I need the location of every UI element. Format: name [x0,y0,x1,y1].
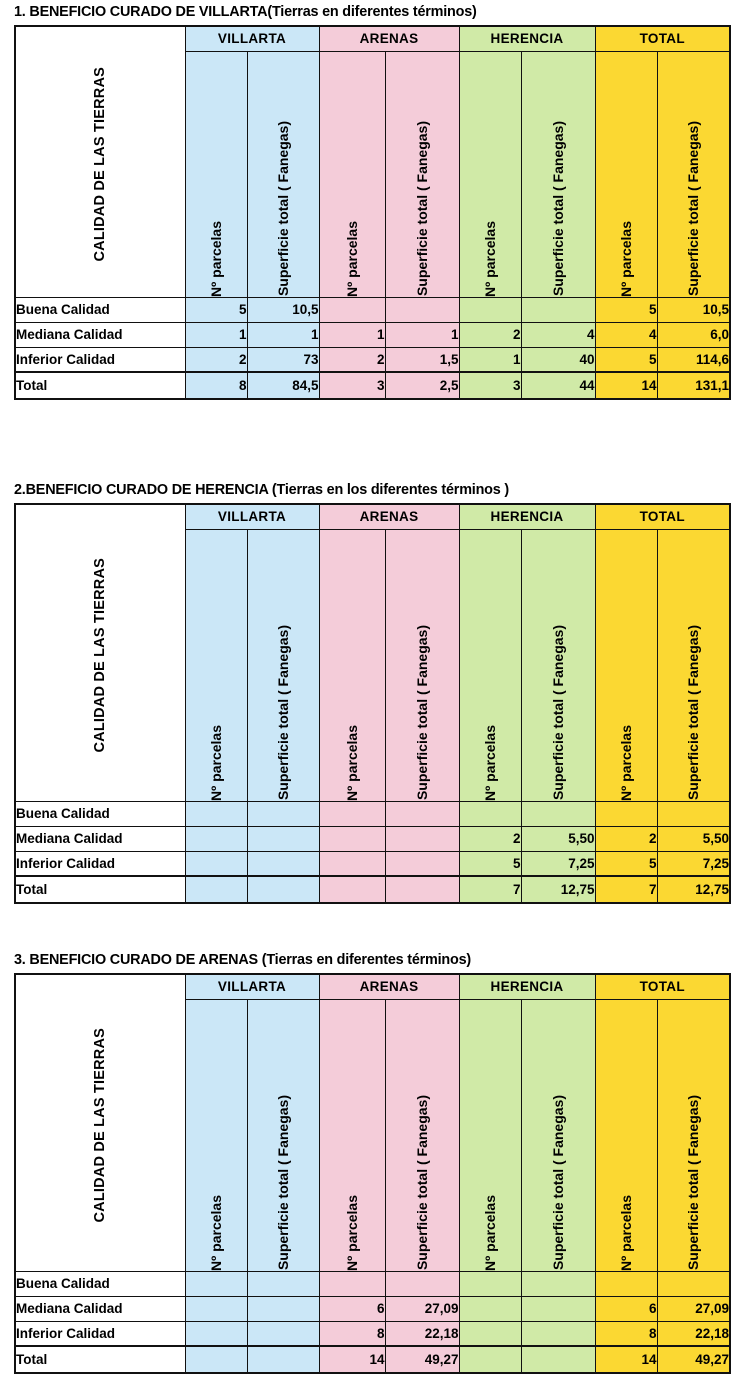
cell-villarta-area: 84,5 [247,372,319,399]
subheader-text: Nº parcelas [482,724,498,801]
table-3-subheader-arenas-parcels [319,999,385,1271]
subheader-text: Superficie total ( Fanegas) [550,625,566,801]
cell-arenas-parcels: 8 [319,1321,385,1346]
row-label: Total [15,876,185,903]
cell-total-area: 7,25 [657,851,730,876]
table-2-title: 2.BENEFICIO CURADO DE HERENCIA (Tierras en los diferentes términos ) [14,482,509,498]
row-label: Total [15,372,185,399]
cell-total-area: 131,1 [657,372,730,399]
row-label: Mediana Calidad [15,826,185,851]
cell-villarta-parcels [185,801,247,826]
cell-villarta-parcels [185,826,247,851]
cell-total-parcels: 5 [595,851,657,876]
table-row [15,801,730,826]
cell-arenas-parcels [319,851,385,876]
row-label: Buena Calidad [15,801,185,826]
cell-villarta-area: 1 [247,322,319,347]
row-label: Mediana Calidad [15,1296,185,1321]
cell-villarta-area [247,826,319,851]
table-2-group-total: TOTAL [595,504,730,529]
table-1-subheader-total-area [657,51,730,297]
table-1-group-arenas: ARENAS [319,26,459,51]
cell-total-parcels: 14 [595,1346,657,1373]
table-block-2 [0,482,748,904]
subheader-text: Nº parcelas [482,1194,498,1271]
table-1-title: 1. BENEFICIO CURADO DE VILLARTA(Tierras en diferentes términos) [14,4,477,20]
table-3-group-total: TOTAL [595,974,730,999]
cell-herencia-parcels [459,1271,521,1296]
table-row [15,347,730,372]
table-2-group-header-row [15,504,730,529]
cell-herencia-parcels: 2 [459,826,521,851]
table-3-group-header-row [15,974,730,999]
subheader-text: Superficie total ( Fanegas) [414,625,430,801]
calidad-de-las-tierras-label: CALIDAD DE LAS TIERRAS [92,557,108,753]
table-2-subheader-villarta-area [247,529,319,801]
subheader-text: Superficie total ( Fanegas) [685,625,702,801]
cell-total-area: 49,27 [657,1346,730,1373]
table-2-group-villarta: VILLARTA [185,504,319,529]
calidad-de-las-tierras-label: CALIDAD DE LAS TIERRAS [92,66,108,262]
table-1 [14,25,731,400]
cell-total-area: 27,09 [657,1296,730,1321]
cell-total-area: 12,75 [657,876,730,903]
cell-villarta-parcels: 2 [185,347,247,372]
subheader-text: Superficie total ( Fanegas) [550,121,566,297]
subheader-text: Nº parcelas [208,1194,224,1271]
cell-total-parcels: 7 [595,876,657,903]
table-2 [14,503,731,904]
table-3-group-villarta: VILLARTA [185,974,319,999]
cell-arenas-parcels [319,1271,385,1296]
cell-arenas-area [385,851,459,876]
subheader-text: Nº parcelas [344,220,360,297]
cell-arenas-parcels [319,801,385,826]
table-2-subheader-herencia-area [521,529,595,801]
cell-total-parcels: 14 [595,372,657,399]
table-2-subheader-total-area [657,529,730,801]
table-3-subheader-villarta-parcels [185,999,247,1271]
table-3-subheader-total-area [657,999,730,1271]
cell-arenas-parcels: 6 [319,1296,385,1321]
cell-arenas-area: 49,27 [385,1346,459,1373]
table-3-subheader-arenas-area [385,999,459,1271]
cell-herencia-area: 5,50 [521,826,595,851]
table-row-total [15,876,730,903]
cell-herencia-parcels [459,297,521,322]
subheader-text: Nº parcelas [618,724,634,801]
row-label: Buena Calidad [15,297,185,322]
cell-villarta-parcels: 5 [185,297,247,322]
table-block-1 [0,4,748,400]
cell-herencia-parcels: 1 [459,347,521,372]
cell-herencia-area [521,1346,595,1373]
cell-herencia-parcels: 3 [459,372,521,399]
table-row-total [15,372,730,399]
table-row [15,851,730,876]
subheader-text: Superficie total ( Fanegas) [414,1095,430,1271]
cell-total-parcels: 4 [595,322,657,347]
row-label: Inferior Calidad [15,1321,185,1346]
cell-arenas-area [385,297,459,322]
table-row [15,1296,730,1321]
table-1-subheader-total-parcels [595,51,657,297]
cell-villarta-area [247,876,319,903]
cell-villarta-parcels [185,1271,247,1296]
cell-arenas-parcels: 1 [319,322,385,347]
cell-herencia-parcels [459,801,521,826]
row-label: Mediana Calidad [15,322,185,347]
table-3-group-arenas: ARENAS [319,974,459,999]
row-label: Inferior Calidad [15,347,185,372]
table-2-subheader-total-parcels [595,529,657,801]
calidad-de-las-tierras-label: CALIDAD DE LAS TIERRAS [92,1027,108,1223]
cell-total-parcels: 2 [595,826,657,851]
table-1-subheader-villarta-parcels [185,51,247,297]
subheader-text: Superficie total ( Fanegas) [275,1095,291,1271]
cell-arenas-area: 1,5 [385,347,459,372]
subheader-text: Superficie total ( Fanegas) [275,625,291,801]
cell-villarta-area [247,1321,319,1346]
cell-herencia-area: 12,75 [521,876,595,903]
cell-villarta-area [247,1296,319,1321]
cell-villarta-area [247,1271,319,1296]
table-row-total [15,1346,730,1373]
cell-arenas-parcels [319,297,385,322]
subheader-text: Superficie total ( Fanegas) [685,121,702,297]
cell-herencia-area [521,1271,595,1296]
cell-herencia-area [521,801,595,826]
cell-herencia-parcels [459,1296,521,1321]
table-1-group-header-row [15,26,730,51]
subheader-text: Nº parcelas [208,724,224,801]
cell-arenas-area: 27,09 [385,1296,459,1321]
cell-total-area [657,1271,730,1296]
table-2-row-label-header-cell [15,504,185,801]
table-1-subheader-arenas-parcels [319,51,385,297]
cell-total-parcels [595,801,657,826]
cell-arenas-area: 22,18 [385,1321,459,1346]
cell-arenas-parcels: 3 [319,372,385,399]
cell-herencia-parcels [459,1321,521,1346]
table-2-subheader-herencia-parcels [459,529,521,801]
cell-total-area: 22,18 [657,1321,730,1346]
cell-villarta-area [247,801,319,826]
cell-villarta-parcels: 8 [185,372,247,399]
table-1-group-villarta: VILLARTA [185,26,319,51]
cell-villarta-parcels [185,1321,247,1346]
cell-arenas-area: 2,5 [385,372,459,399]
table-3-row-label-header-cell [15,974,185,1271]
subheader-text: Nº parcelas [208,220,224,297]
cell-total-area: 5,50 [657,826,730,851]
row-label: Total [15,1346,185,1373]
cell-villarta-area: 73 [247,347,319,372]
cell-villarta-parcels [185,1296,247,1321]
subheader-text: Nº parcelas [482,220,498,297]
cell-herencia-area: 4 [521,322,595,347]
table-2-subheader-arenas-area [385,529,459,801]
cell-arenas-parcels [319,876,385,903]
table-3-subheader-villarta-area [247,999,319,1271]
cell-arenas-area [385,801,459,826]
table-3-subheader-herencia-parcels [459,999,521,1271]
cell-villarta-parcels [185,851,247,876]
cell-total-area: 114,6 [657,347,730,372]
subheader-text: Superficie total ( Fanegas) [275,121,291,297]
cell-herencia-parcels: 5 [459,851,521,876]
subheader-text: Nº parcelas [344,724,360,801]
row-label: Buena Calidad [15,1271,185,1296]
cell-villarta-area [247,1346,319,1373]
table-1-subheader-arenas-area [385,51,459,297]
cell-arenas-parcels [319,826,385,851]
cell-villarta-parcels: 1 [185,322,247,347]
cell-arenas-area [385,876,459,903]
cell-villarta-parcels [185,1346,247,1373]
subheader-text: Superficie total ( Fanegas) [414,121,430,297]
table-row [15,826,730,851]
cell-herencia-area: 44 [521,372,595,399]
cell-arenas-area: 1 [385,322,459,347]
cell-villarta-parcels [185,876,247,903]
table-1-subheader-villarta-area [247,51,319,297]
table-block-3 [0,952,748,1374]
table-row [15,1271,730,1296]
cell-total-parcels: 5 [595,347,657,372]
subheader-text: Nº parcelas [344,1194,360,1271]
table-1-group-total: TOTAL [595,26,730,51]
table-1-row-label-header-cell [15,26,185,297]
table-3 [14,973,731,1374]
table-1-group-herencia: HERENCIA [459,26,595,51]
subheader-text: Nº parcelas [618,220,634,297]
cell-arenas-area [385,826,459,851]
subheader-text: Superficie total ( Fanegas) [550,1095,566,1271]
table-row [15,322,730,347]
table-3-title: 3. BENEFICIO CURADO DE ARENAS (Tierras en diferentes términos) [14,952,471,968]
cell-total-parcels: 6 [595,1296,657,1321]
cell-herencia-parcels: 7 [459,876,521,903]
table-1-subheader-herencia-parcels [459,51,521,297]
cell-total-parcels [595,1271,657,1296]
cell-herencia-area [521,297,595,322]
cell-total-area: 10,5 [657,297,730,322]
subheader-text: Nº parcelas [618,1194,634,1271]
table-2-subheader-villarta-parcels [185,529,247,801]
table-3-subheader-total-parcels [595,999,657,1271]
cell-herencia-parcels [459,1346,521,1373]
cell-total-parcels: 8 [595,1321,657,1346]
cell-herencia-area: 7,25 [521,851,595,876]
row-label: Inferior Calidad [15,851,185,876]
cell-villarta-area: 10,5 [247,297,319,322]
table-2-subheader-arenas-parcels [319,529,385,801]
table-row [15,297,730,322]
cell-arenas-area [385,1271,459,1296]
cell-herencia-area [521,1321,595,1346]
table-row [15,1321,730,1346]
cell-arenas-parcels: 14 [319,1346,385,1373]
table-3-subheader-herencia-area [521,999,595,1271]
cell-total-area: 6,0 [657,322,730,347]
table-2-group-herencia: HERENCIA [459,504,595,529]
cell-total-area [657,801,730,826]
cell-herencia-area [521,1296,595,1321]
subheader-text: Superficie total ( Fanegas) [685,1095,702,1271]
cell-total-parcels: 5 [595,297,657,322]
table-1-subheader-herencia-area [521,51,595,297]
cell-arenas-parcels: 2 [319,347,385,372]
cell-herencia-area: 40 [521,347,595,372]
table-2-group-arenas: ARENAS [319,504,459,529]
cell-villarta-area [247,851,319,876]
cell-herencia-parcels: 2 [459,322,521,347]
table-3-group-herencia: HERENCIA [459,974,595,999]
